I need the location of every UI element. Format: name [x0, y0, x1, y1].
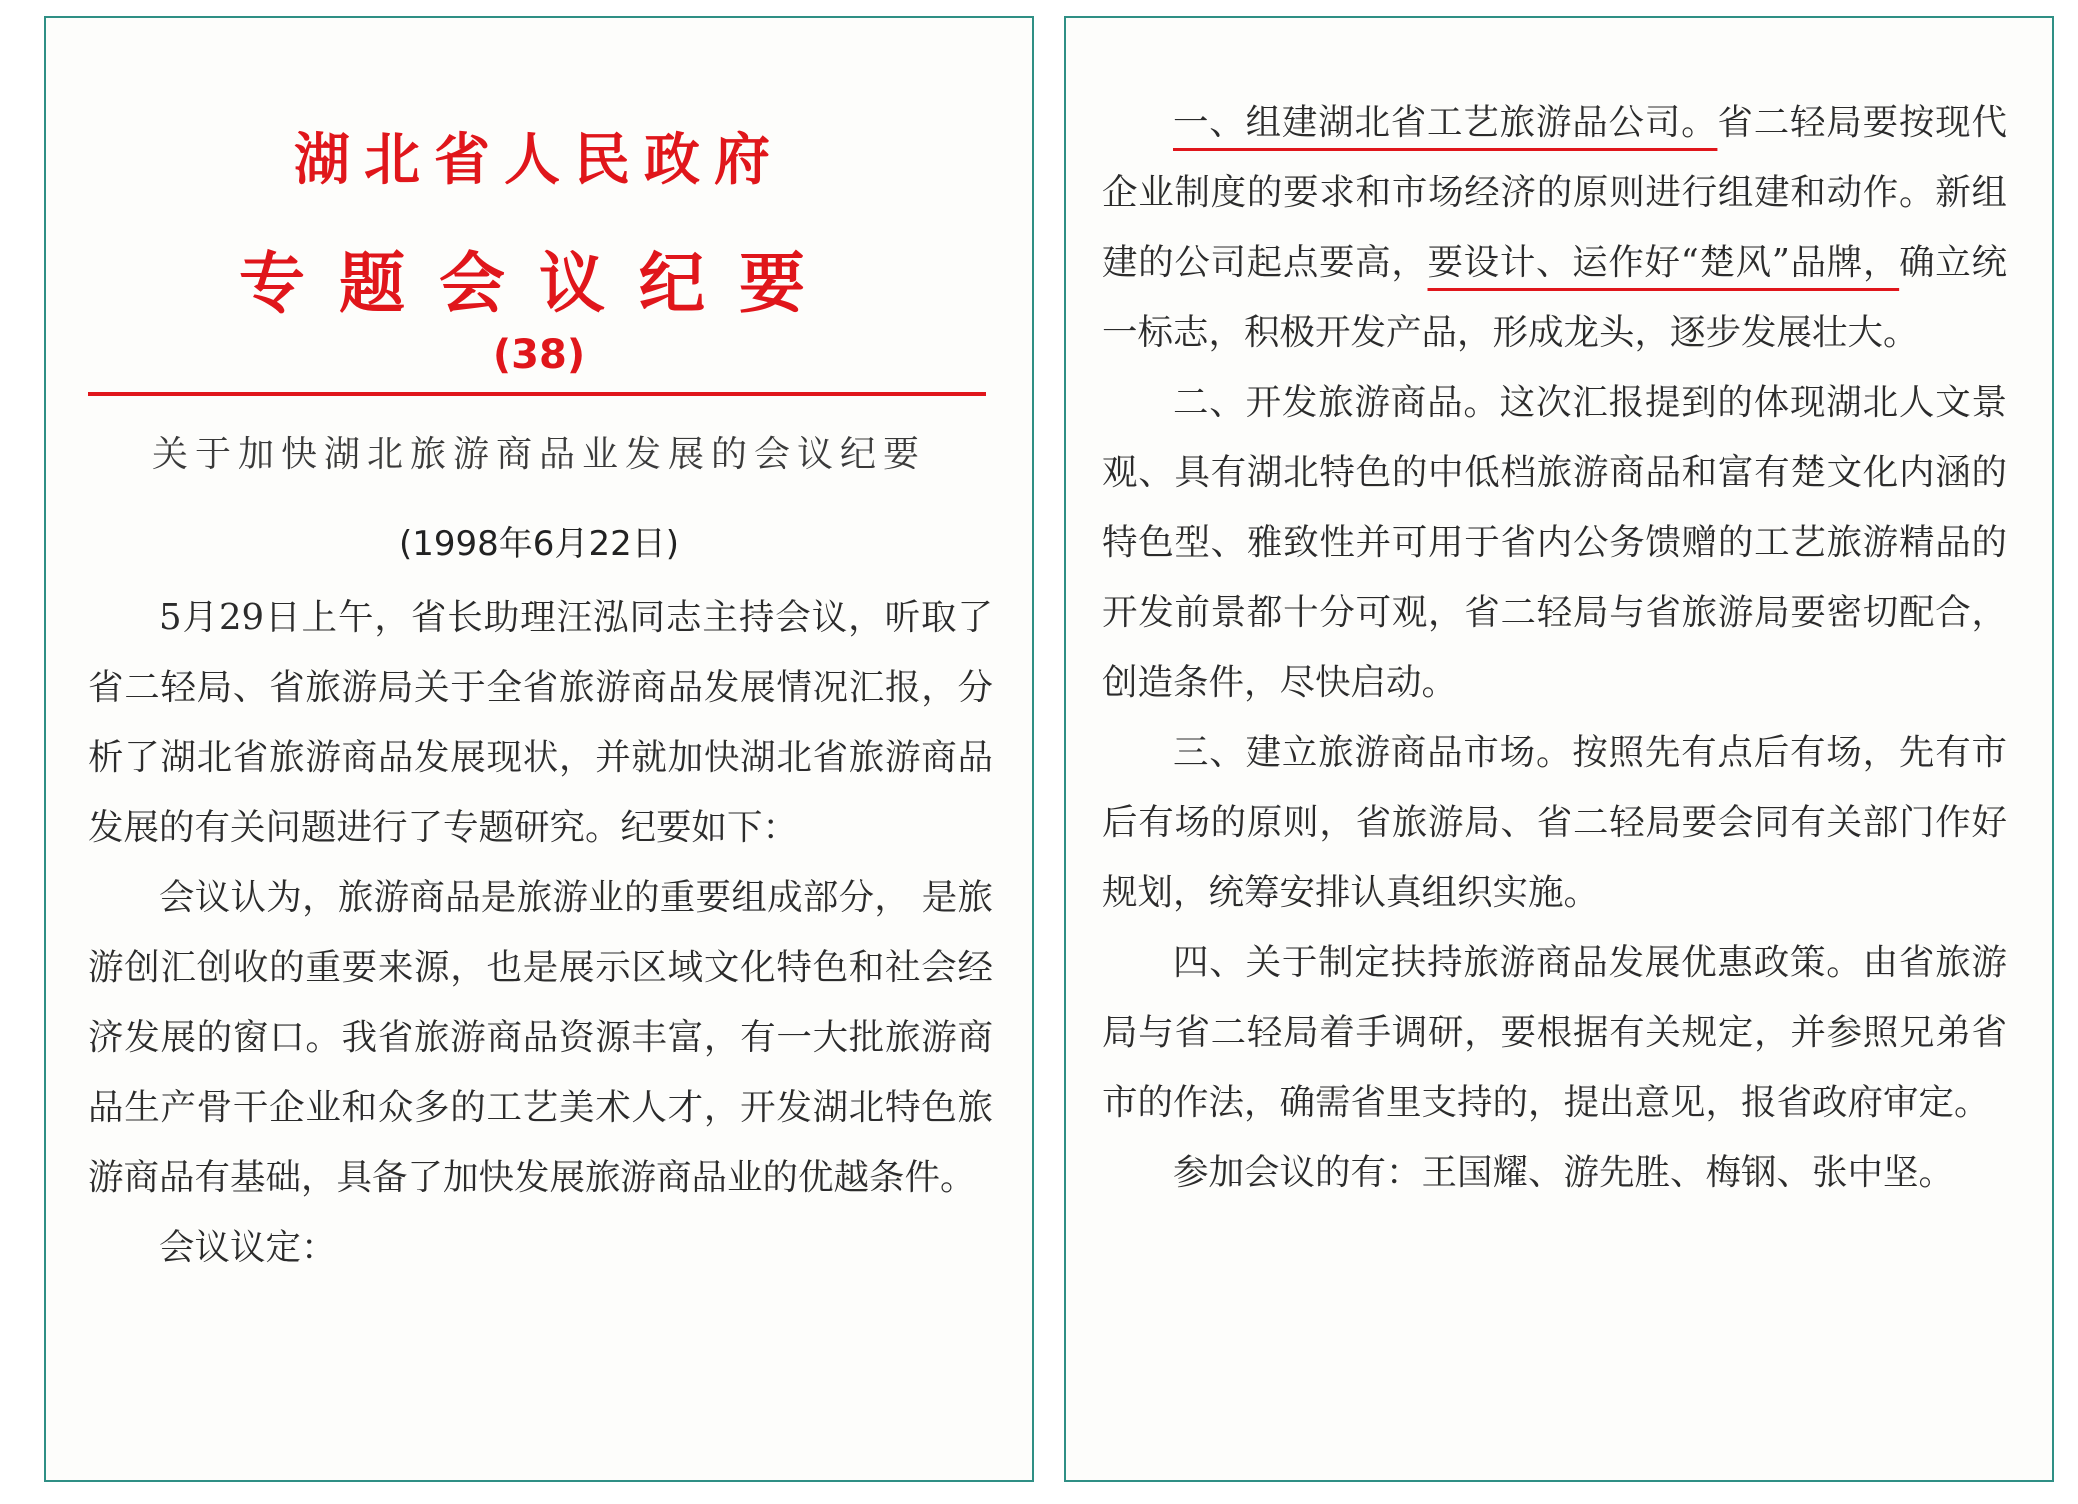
underlined-highlight: 要设计、运作好“楚风”品牌，: [1427, 242, 1900, 283]
paragraph: 会议议定：: [159, 1227, 337, 1268]
paragraph: 5月29日上午，省长助理汪泓同志主持会议，听取了省二轻局、省旅游局关于全省旅游商品发展情况汇报，分析了湖北省旅游商品发展现状，并就加快湖北省旅游商品发展的有关问题进行了专题研究。纪要如下：: [88, 597, 993, 848]
memo-date: (1998年6月22日): [399, 524, 679, 564]
underlined-heading: 一、组建湖北省工艺旅游品公司。: [1173, 102, 1718, 143]
paragraph: 三、建立旅游商品市场。按照先有点后有场，先有市后有场的原则，省旅游局、省二轻局要会同有关部门作好规划，统筹安排认真组织实施。: [1102, 732, 2007, 913]
right-body-text: [1102, 88, 2007, 1208]
left-body-text: [88, 583, 993, 1283]
paragraph: 会议认为，旅游商品是旅游业的重要组成部分， 是旅游创汇创收的重要来源，也是展示区域文化特色和社会经济发展的窗口。我省旅游商品资源丰富，有一大批旅游商品生产骨干企业和众多的工艺美术人才，开发湖北特色旅游商品有基础，具备了加快发展旅游商品业的优越条件。: [88, 877, 993, 1198]
right-page: [1064, 16, 2054, 1482]
paragraph-item-1: [1102, 88, 2007, 368]
paragraph-text: 省二轻局要按现代企业制度的要求和市场经济的原则进行组建和动作。新组建的公司起点要高，: [1102, 102, 2007, 283]
document-type-title: 专题会议纪要: [239, 245, 839, 322]
red-divider: [88, 392, 986, 396]
paragraph: 二、开发旅游商品。这次汇报提到的体现湖北人文景观、具有湖北特色的中低档旅游商品和富有楚文化内涵的特色型、雅致性并可用于省内公务馈赠的工艺旅游精品的开发前景都十分可观，省二轻局与省旅游局要密切配合，创造条件，尽快启动。: [1102, 382, 2007, 703]
paragraph: 参加会议的有：王国耀、游先胜、梅钢、张中坚。: [1173, 1152, 1955, 1193]
paragraph-text: 确立统一标志，积极开发产品，形成龙头，逐步发展壮大。: [1102, 242, 2007, 353]
paragraph: 四、关于制定扶持旅游商品发展优惠政策。由省旅游局与省二轻局着手调研，要根据有关规定，并参照兄弟省市的作法，确需省里支持的，提出意见，报省政府审定。: [1102, 942, 2007, 1123]
issue-number: (38): [492, 332, 586, 378]
left-page: [44, 16, 1034, 1482]
government-title: 湖北省人民政府: [294, 128, 784, 193]
memo-subject: 关于加快湖北旅游商品业发展的会议纪要: [151, 434, 926, 475]
